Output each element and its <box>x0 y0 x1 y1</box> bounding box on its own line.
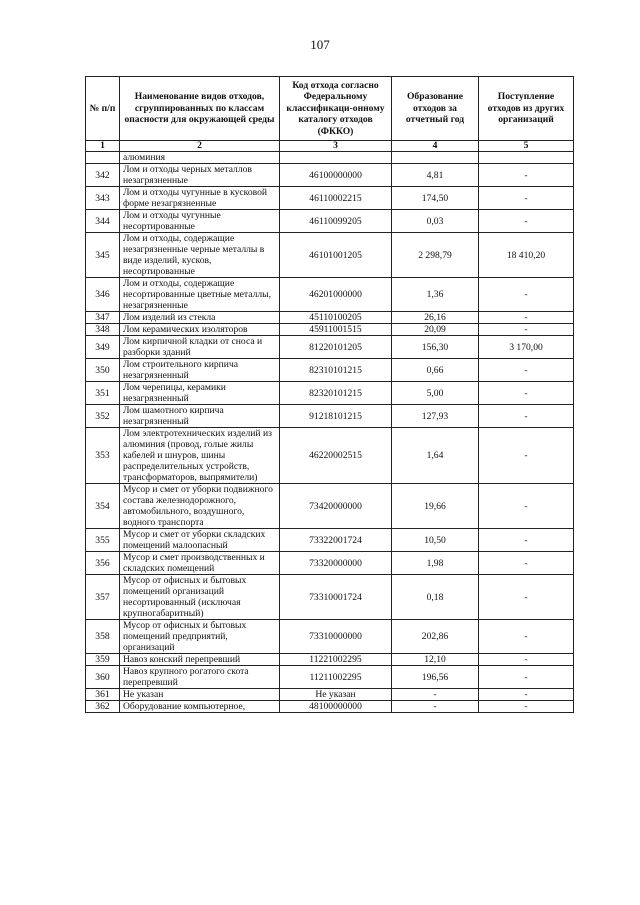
received-value: - <box>479 187 574 210</box>
column-number: 4 <box>392 141 479 152</box>
fkko-code: 46110002215 <box>280 187 392 210</box>
received-value: - <box>479 575 574 620</box>
received-value: 18 410,20 <box>479 233 574 278</box>
formation-value: 10,50 <box>392 529 479 552</box>
formation-value: 20,09 <box>392 324 479 336</box>
table-row <box>86 701 574 713</box>
formation-value: 1,36 <box>392 278 479 312</box>
waste-name: Лом керамических изоляторов <box>120 324 280 336</box>
received-value: - <box>479 278 574 312</box>
row-number: 345 <box>86 233 120 278</box>
table-row <box>86 210 574 233</box>
formation-value: 2 298,79 <box>392 233 479 278</box>
column-number: 5 <box>479 141 574 152</box>
fkko-code: 48100000000 <box>280 701 392 713</box>
formation-value: 174,50 <box>392 187 479 210</box>
fkko-code: 73310001724 <box>280 575 392 620</box>
received-value: - <box>479 210 574 233</box>
formation-value: 0,18 <box>392 575 479 620</box>
row-number: 344 <box>86 210 120 233</box>
row-number: 357 <box>86 575 120 620</box>
table-row <box>86 484 574 529</box>
received-value: - <box>479 654 574 666</box>
row-number: 354 <box>86 484 120 529</box>
table-row <box>86 620 574 654</box>
row-number: 356 <box>86 552 120 575</box>
fkko-code: 46100000000 <box>280 164 392 187</box>
cell <box>479 152 574 164</box>
row-number: 343 <box>86 187 120 210</box>
received-value: - <box>479 359 574 382</box>
header-number: № п/п <box>86 77 120 141</box>
fkko-code: 81220101205 <box>280 336 392 359</box>
row-number: 348 <box>86 324 120 336</box>
table-row <box>86 689 574 701</box>
fkko-code: 73420000000 <box>280 484 392 529</box>
received-value: - <box>479 701 574 713</box>
formation-value: 19,66 <box>392 484 479 529</box>
continuation-row <box>86 152 574 164</box>
fkko-code: 11221002295 <box>280 654 392 666</box>
fkko-code: 11211002295 <box>280 666 392 689</box>
received-value: - <box>479 312 574 324</box>
waste-table <box>85 76 574 713</box>
formation-value: 12,10 <box>392 654 479 666</box>
waste-name: Лом и отходы черных металлов незагрязненные <box>120 164 280 187</box>
waste-name: Лом электротехнических изделий из алюминия (провод, голые жилы кабелей и шнуров, шины распределительных устройств, трансформаторов, выпрямители) <box>120 428 280 484</box>
fkko-code: 73322001724 <box>280 529 392 552</box>
received-value: - <box>479 164 574 187</box>
table-header-row <box>86 77 574 141</box>
formation-value: 5,00 <box>392 382 479 405</box>
row-number: 360 <box>86 666 120 689</box>
row-number: 355 <box>86 529 120 552</box>
header-formation: Образование отходов за отчетный год <box>392 77 479 141</box>
column-number: 2 <box>120 141 280 152</box>
row-number: 352 <box>86 405 120 428</box>
waste-name: Мусор от офисных и бытовых помещений предприятий, организаций <box>120 620 280 654</box>
formation-value: 0,03 <box>392 210 479 233</box>
waste-name: Лом строительного кирпича незагрязненный <box>120 359 280 382</box>
fkko-code: 46220002515 <box>280 428 392 484</box>
fkko-code: 46101001205 <box>280 233 392 278</box>
row-number: 351 <box>86 382 120 405</box>
fkko-code: 73310000000 <box>280 620 392 654</box>
table-row <box>86 405 574 428</box>
row-number: 347 <box>86 312 120 324</box>
table-row <box>86 359 574 382</box>
received-value: - <box>479 620 574 654</box>
row-number: 350 <box>86 359 120 382</box>
waste-name: Мусор и смет производственных и складских помещений <box>120 552 280 575</box>
fkko-code: 45110100205 <box>280 312 392 324</box>
header-received: Поступление отходов из других организаций <box>479 77 574 141</box>
received-value: - <box>479 428 574 484</box>
row-number: 346 <box>86 278 120 312</box>
waste-name: Лом и отходы, содержащие несортированные цветные металлы, незагрязненные <box>120 278 280 312</box>
cell <box>86 152 120 164</box>
received-value: - <box>479 382 574 405</box>
waste-name: Мусор и смет от уборки складских помещений малоопасный <box>120 529 280 552</box>
waste-name: Лом и отходы чугунные несортированные <box>120 210 280 233</box>
formation-value: 26,16 <box>392 312 479 324</box>
formation-value: 0,66 <box>392 359 479 382</box>
fkko-code: 82320101215 <box>280 382 392 405</box>
received-value: - <box>479 552 574 575</box>
row-number: 359 <box>86 654 120 666</box>
row-number: 362 <box>86 701 120 713</box>
page-number: 107 <box>310 37 330 52</box>
table-row <box>86 278 574 312</box>
table-row <box>86 575 574 620</box>
table-row <box>86 312 574 324</box>
waste-name: Лом черепицы, керамики незагрязненный <box>120 382 280 405</box>
row-number: 342 <box>86 164 120 187</box>
fkko-code: 73320000000 <box>280 552 392 575</box>
received-value: - <box>479 324 574 336</box>
received-value: 3 170,00 <box>479 336 574 359</box>
formation-value: - <box>392 689 479 701</box>
table-row <box>86 654 574 666</box>
formation-value: 1,64 <box>392 428 479 484</box>
continuation-text: алюминия <box>120 152 280 164</box>
row-number: 353 <box>86 428 120 484</box>
column-number: 1 <box>86 141 120 152</box>
header-fkko-code: Код отхода согласно Федеральному классификаци-онному каталогу отходов (ФККО) <box>280 77 392 141</box>
header-waste-name: Наименование видов отходов, сгруппированных по классам опасности для окружающей среды <box>120 77 280 141</box>
waste-name: Лом кирпичной кладки от сноса и разборки зданий <box>120 336 280 359</box>
waste-name: Мусор от офисных и бытовых помещений организаций несортированный (исключая крупногабаритный) <box>120 575 280 620</box>
received-value: - <box>479 405 574 428</box>
waste-name: Оборудование компьютерное, <box>120 701 280 713</box>
formation-value: 127,93 <box>392 405 479 428</box>
table-row <box>86 666 574 689</box>
waste-name: Лом и отходы, содержащие незагрязненные черные металлы в виде изделий, кусков, несортированные <box>120 233 280 278</box>
cell <box>392 152 479 164</box>
table-row <box>86 529 574 552</box>
formation-value: 196,56 <box>392 666 479 689</box>
cell <box>280 152 392 164</box>
waste-name: Мусор и смет от уборки подвижного состава железнодорожного, автомобильного, воздушного, водного транспорта <box>120 484 280 529</box>
table-row <box>86 324 574 336</box>
table-row <box>86 552 574 575</box>
fkko-code: Не указан <box>280 689 392 701</box>
fkko-code: 46110099205 <box>280 210 392 233</box>
received-value: - <box>479 689 574 701</box>
column-number-row <box>86 141 574 152</box>
row-number: 358 <box>86 620 120 654</box>
received-value: - <box>479 484 574 529</box>
waste-name: Не указан <box>120 689 280 701</box>
waste-name: Лом и отходы чугунные в кусковой форме незагрязненные <box>120 187 280 210</box>
waste-name: Навоз крупного рогатого скота перепревший <box>120 666 280 689</box>
fkko-code: 46201000000 <box>280 278 392 312</box>
row-number: 349 <box>86 336 120 359</box>
formation-value: 4,81 <box>392 164 479 187</box>
table-row <box>86 187 574 210</box>
waste-name: Навоз конский перепревший <box>120 654 280 666</box>
formation-value: - <box>392 701 479 713</box>
formation-value: 202,86 <box>392 620 479 654</box>
table-row <box>86 164 574 187</box>
waste-name: Лом изделий из стекла <box>120 312 280 324</box>
table-row <box>86 428 574 484</box>
received-value: - <box>479 529 574 552</box>
table-row <box>86 382 574 405</box>
table-row <box>86 233 574 278</box>
fkko-code: 91218101215 <box>280 405 392 428</box>
fkko-code: 82310101215 <box>280 359 392 382</box>
column-number: 3 <box>280 141 392 152</box>
table-row <box>86 336 574 359</box>
fkko-code: 45911001515 <box>280 324 392 336</box>
formation-value: 1,98 <box>392 552 479 575</box>
waste-name: Лом шамотного кирпича незагрязненный <box>120 405 280 428</box>
received-value: - <box>479 666 574 689</box>
row-number: 361 <box>86 689 120 701</box>
formation-value: 156,30 <box>392 336 479 359</box>
